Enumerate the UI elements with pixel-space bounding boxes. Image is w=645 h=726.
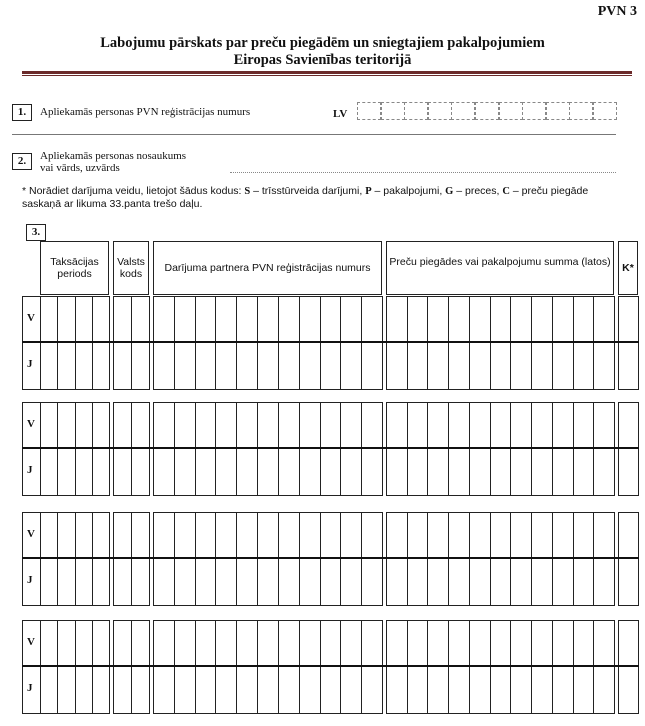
entry-cell[interactable] xyxy=(257,512,279,606)
entry-cell[interactable] xyxy=(593,402,615,496)
entry-cell[interactable] xyxy=(113,402,132,496)
entry-cell[interactable] xyxy=(531,402,553,496)
row-label-j: J xyxy=(27,574,33,586)
entry-cell[interactable] xyxy=(57,512,75,606)
entry-cell[interactable] xyxy=(386,402,408,496)
col-header-k: K* xyxy=(618,241,638,295)
field2-label-line1: Apliekamās personas nosaukums xyxy=(40,150,187,162)
entry-cell[interactable] xyxy=(195,402,217,496)
section3-number: 3. xyxy=(26,224,46,241)
col-header-period: Taksācijas periods xyxy=(40,241,109,295)
entry-cell[interactable] xyxy=(618,296,639,390)
entry-cell[interactable] xyxy=(92,620,110,714)
entry-cell[interactable] xyxy=(386,296,408,390)
entry-cell[interactable] xyxy=(174,512,196,606)
vat-digit-cell[interactable] xyxy=(451,102,475,120)
entry-cell[interactable] xyxy=(593,512,615,606)
entry-cell[interactable] xyxy=(510,512,532,606)
code-c: C xyxy=(502,186,510,197)
entry-cell[interactable] xyxy=(531,512,553,606)
entry-cell[interactable] xyxy=(573,620,595,714)
title-rule-thin xyxy=(22,75,632,76)
vat-digit-cell[interactable] xyxy=(499,102,523,120)
entry-cell[interactable] xyxy=(361,296,383,390)
entry-cell[interactable] xyxy=(407,402,429,496)
entry-cell[interactable] xyxy=(490,512,512,606)
entry-cell[interactable] xyxy=(340,296,362,390)
entry-cell[interactable] xyxy=(573,512,595,606)
entry-cell[interactable] xyxy=(153,620,175,714)
entry-cell[interactable] xyxy=(361,512,383,606)
entry-cell[interactable] xyxy=(215,512,237,606)
code-p-text: – pakalpojumi, xyxy=(371,185,446,197)
entry-cell[interactable] xyxy=(75,402,93,496)
entry-cell[interactable] xyxy=(278,620,300,714)
entry-cell[interactable] xyxy=(257,620,279,714)
entry-cell[interactable] xyxy=(278,512,300,606)
entry-cell[interactable] xyxy=(215,402,237,496)
entry-cell[interactable] xyxy=(361,402,383,496)
entry-cell[interactable] xyxy=(92,402,110,496)
vat-digit-cell[interactable] xyxy=(357,102,381,120)
row-label-v: V xyxy=(27,636,35,648)
entry-cell[interactable] xyxy=(618,620,639,714)
form-title-line1: Labojumu pārskats par preču piegādēm un sniegtajiem pakalpojumiem xyxy=(100,35,545,51)
entry-cell[interactable] xyxy=(57,402,75,496)
entry-cell[interactable] xyxy=(427,402,449,496)
entry-cell[interactable] xyxy=(340,620,362,714)
entry-cell[interactable] xyxy=(340,512,362,606)
title-rule xyxy=(22,71,632,74)
entry-cell[interactable] xyxy=(510,620,532,714)
entry-cell[interactable] xyxy=(593,296,615,390)
entry-cell[interactable] xyxy=(386,512,408,606)
vat-digit-cell[interactable] xyxy=(381,102,405,120)
vat-digit-cell[interactable] xyxy=(546,102,570,120)
entry-cell[interactable] xyxy=(448,402,470,496)
col-header-partner: Darījuma partnera PVN reģistrācijas numurs xyxy=(153,241,382,295)
entry-cell[interactable] xyxy=(278,296,300,390)
row-label-j: J xyxy=(27,358,33,370)
entry-cell[interactable] xyxy=(427,296,449,390)
entry-cell[interactable] xyxy=(618,402,639,496)
entry-cell[interactable] xyxy=(195,512,217,606)
lv-prefix: LV xyxy=(333,108,348,120)
entry-cell[interactable] xyxy=(320,402,342,496)
form-title-line2: Eiropas Savienības teritorijā xyxy=(233,52,412,68)
entry-cell[interactable] xyxy=(75,512,93,606)
entry-cell[interactable] xyxy=(195,620,217,714)
entry-cell[interactable] xyxy=(531,620,553,714)
entry-cell[interactable] xyxy=(131,620,150,714)
entry-cell[interactable] xyxy=(552,296,574,390)
code-c-text: – preču piegāde xyxy=(509,185,589,197)
entry-cell[interactable] xyxy=(236,620,258,714)
entry-cell[interactable] xyxy=(153,402,175,496)
vj-divider xyxy=(22,557,639,559)
entry-cell[interactable] xyxy=(552,620,574,714)
entry-cell[interactable] xyxy=(490,620,512,714)
entry-cell[interactable] xyxy=(174,402,196,496)
entry-cell[interactable] xyxy=(386,620,408,714)
row-label-v: V xyxy=(27,418,35,430)
entry-cell[interactable] xyxy=(153,512,175,606)
entry-cell[interactable] xyxy=(490,296,512,390)
separator xyxy=(12,134,616,135)
entry-cell[interactable] xyxy=(407,512,429,606)
code-g-text: – preces, xyxy=(453,185,503,197)
entry-cell[interactable] xyxy=(469,402,491,496)
entry-cell[interactable] xyxy=(215,620,237,714)
entry-cell[interactable] xyxy=(361,620,383,714)
entry-cell[interactable] xyxy=(174,296,196,390)
entry-cell[interactable] xyxy=(531,296,553,390)
entry-cell[interactable] xyxy=(57,620,75,714)
vat-digit-cell[interactable] xyxy=(569,102,593,120)
vj-divider xyxy=(22,447,639,449)
entry-cell[interactable] xyxy=(593,620,615,714)
entry-cell[interactable] xyxy=(57,296,75,390)
entry-cell[interactable] xyxy=(131,296,150,390)
entry-cell[interactable] xyxy=(510,402,532,496)
entry-cell[interactable] xyxy=(236,402,258,496)
code-note xyxy=(22,185,622,211)
entry-cell[interactable] xyxy=(320,296,342,390)
entry-cell[interactable] xyxy=(448,296,470,390)
entry-cell[interactable] xyxy=(195,296,217,390)
entry-cell[interactable] xyxy=(552,402,574,496)
entry-cell[interactable] xyxy=(469,512,491,606)
entry-cell[interactable] xyxy=(469,296,491,390)
entry-cell[interactable] xyxy=(113,620,132,714)
entry-cell[interactable] xyxy=(153,296,175,390)
entry-cell[interactable] xyxy=(407,296,429,390)
entry-cell[interactable] xyxy=(299,620,321,714)
entry-cell[interactable] xyxy=(131,402,150,496)
vat-number-input[interactable] xyxy=(357,102,617,120)
entry-cell[interactable] xyxy=(40,512,58,606)
form-code: PVN 3 xyxy=(597,4,637,19)
row-label-box xyxy=(22,402,41,496)
code-p: P xyxy=(365,186,372,197)
entry-cell[interactable] xyxy=(92,512,110,606)
entry-cell[interactable] xyxy=(299,296,321,390)
row-label-v: V xyxy=(27,528,35,540)
vat-digit-cell[interactable] xyxy=(522,102,546,120)
entry-cell[interactable] xyxy=(92,296,110,390)
entry-cell[interactable] xyxy=(299,512,321,606)
code-s: S xyxy=(244,186,251,197)
vat-digit-cell[interactable] xyxy=(475,102,499,120)
field2-number: 2. xyxy=(12,153,32,170)
entry-cell[interactable] xyxy=(573,402,595,496)
row-label-box xyxy=(22,296,41,390)
vat-digit-cell[interactable] xyxy=(428,102,452,120)
vj-divider xyxy=(22,665,639,667)
row-label-v: V xyxy=(27,312,35,324)
entry-cell[interactable] xyxy=(573,296,595,390)
entry-cell[interactable] xyxy=(75,620,93,714)
entry-cell[interactable] xyxy=(40,296,58,390)
entry-cell[interactable] xyxy=(278,402,300,496)
field1-number: 1. xyxy=(12,104,32,121)
entry-cell[interactable] xyxy=(215,296,237,390)
entry-cell[interactable] xyxy=(236,296,258,390)
entry-cell[interactable] xyxy=(510,296,532,390)
entry-cell[interactable] xyxy=(427,512,449,606)
entry-cell[interactable] xyxy=(236,512,258,606)
row-label-j: J xyxy=(27,464,33,476)
entry-cell[interactable] xyxy=(40,620,58,714)
code-g: G xyxy=(445,186,454,197)
entry-cell[interactable] xyxy=(113,296,132,390)
entry-cell[interactable] xyxy=(299,402,321,496)
entry-cell[interactable] xyxy=(407,620,429,714)
code-s-text: – trīsstūrveida darījumi, xyxy=(250,185,366,197)
entry-cell[interactable] xyxy=(427,620,449,714)
entry-cell[interactable] xyxy=(469,620,491,714)
entry-cell[interactable] xyxy=(618,512,639,606)
row-label-box xyxy=(22,620,41,714)
vj-divider xyxy=(22,341,639,343)
entry-cell[interactable] xyxy=(40,402,58,496)
vat-digit-cell[interactable] xyxy=(593,102,617,120)
entry-cell[interactable] xyxy=(320,512,342,606)
entry-cell[interactable] xyxy=(490,402,512,496)
entry-cell[interactable] xyxy=(320,620,342,714)
entry-cell[interactable] xyxy=(174,620,196,714)
entry-cell[interactable] xyxy=(340,402,362,496)
field2-label-line2: vai vārds, uzvārds xyxy=(40,162,120,174)
entry-cell[interactable] xyxy=(131,512,150,606)
entry-cell[interactable] xyxy=(448,620,470,714)
vat-digit-cell[interactable] xyxy=(404,102,428,120)
entry-cell[interactable] xyxy=(257,402,279,496)
row-label-j: J xyxy=(27,682,33,694)
col-header-amount: Preču piegādes vai pakalpojumu summa (latos) xyxy=(386,241,614,295)
col-header-country: Valsts kods xyxy=(113,241,149,295)
entry-cell[interactable] xyxy=(113,512,132,606)
row-label-box xyxy=(22,512,41,606)
entry-cell[interactable] xyxy=(448,512,470,606)
field1-label: Apliekamās personas PVN reģistrācijas numurs xyxy=(40,106,251,118)
entry-cell[interactable] xyxy=(257,296,279,390)
entry-cell[interactable] xyxy=(552,512,574,606)
note-line2: saskaņā ar likuma 33.panta trešo daļu. xyxy=(22,198,203,210)
entry-cell[interactable] xyxy=(75,296,93,390)
note-intro: * Norādiet darījuma veidu, lietojot šādus kodus: xyxy=(22,185,245,197)
name-input[interactable] xyxy=(230,172,616,173)
